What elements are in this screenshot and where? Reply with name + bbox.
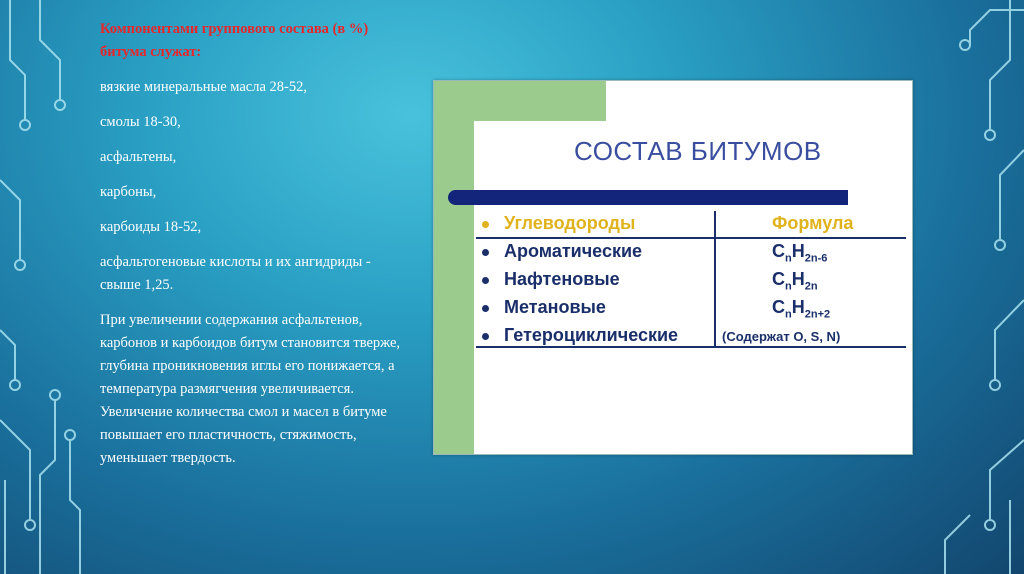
bullet-icon	[482, 221, 489, 228]
list-item: асфальтены,	[100, 149, 177, 165]
list-item: вязкие минеральные масла 28-52,	[100, 79, 307, 95]
column-header: Углеводороды	[504, 213, 636, 233]
row-formula: $C_nH_{2n}$	[772, 269, 818, 293]
embedded-slide-image	[433, 80, 913, 455]
table-row	[476, 267, 906, 295]
row-formula: (Содержат O, S, N)	[722, 329, 841, 344]
composition-table	[476, 211, 906, 351]
list-item: карбоиды 18-52,	[100, 219, 202, 235]
green-accent-top	[434, 81, 606, 121]
bullet-icon	[482, 305, 489, 312]
table-row	[476, 295, 906, 323]
table-row	[476, 239, 906, 267]
row-formula: $C_nH_{2n-6}$	[772, 241, 828, 265]
bullet-icon	[482, 277, 489, 284]
row-name: Гетероциклические	[504, 325, 679, 345]
green-accent-bar	[434, 81, 474, 454]
paragraph: При увеличении содержания асфальтенов, карбонов и карбоидов битум становится тверже, глубина проникновения иглы его понижается, а температура размягчения увеличивается. Увеличение количества смол и масел в битуме повышает его пластичность, стяжимость, уменьшает твердость.	[100, 312, 401, 466]
table-header-row	[476, 211, 906, 239]
column-header: Формула	[772, 213, 854, 233]
title-underline-bar	[448, 190, 848, 205]
bullet-icon	[482, 333, 489, 340]
heading: Компонентами группового состава (в %) битума служат:	[100, 21, 369, 60]
list-item: смолы 18-30,	[100, 114, 181, 130]
row-name: Метановые	[504, 297, 606, 317]
row-name: Нафтеновые	[504, 269, 620, 289]
row-formula: $C_nH_{2n+2}$	[772, 297, 831, 321]
list-item: асфальтогеновые кислоты и их ангидриды - свыше 1,25.	[100, 254, 371, 293]
list-item: карбоны,	[100, 184, 157, 200]
row-name: Ароматические	[504, 241, 643, 261]
text-column	[100, 18, 410, 470]
bullet-icon	[482, 249, 489, 256]
image-title: СОСТАВ БИТУМОВ	[574, 136, 822, 166]
